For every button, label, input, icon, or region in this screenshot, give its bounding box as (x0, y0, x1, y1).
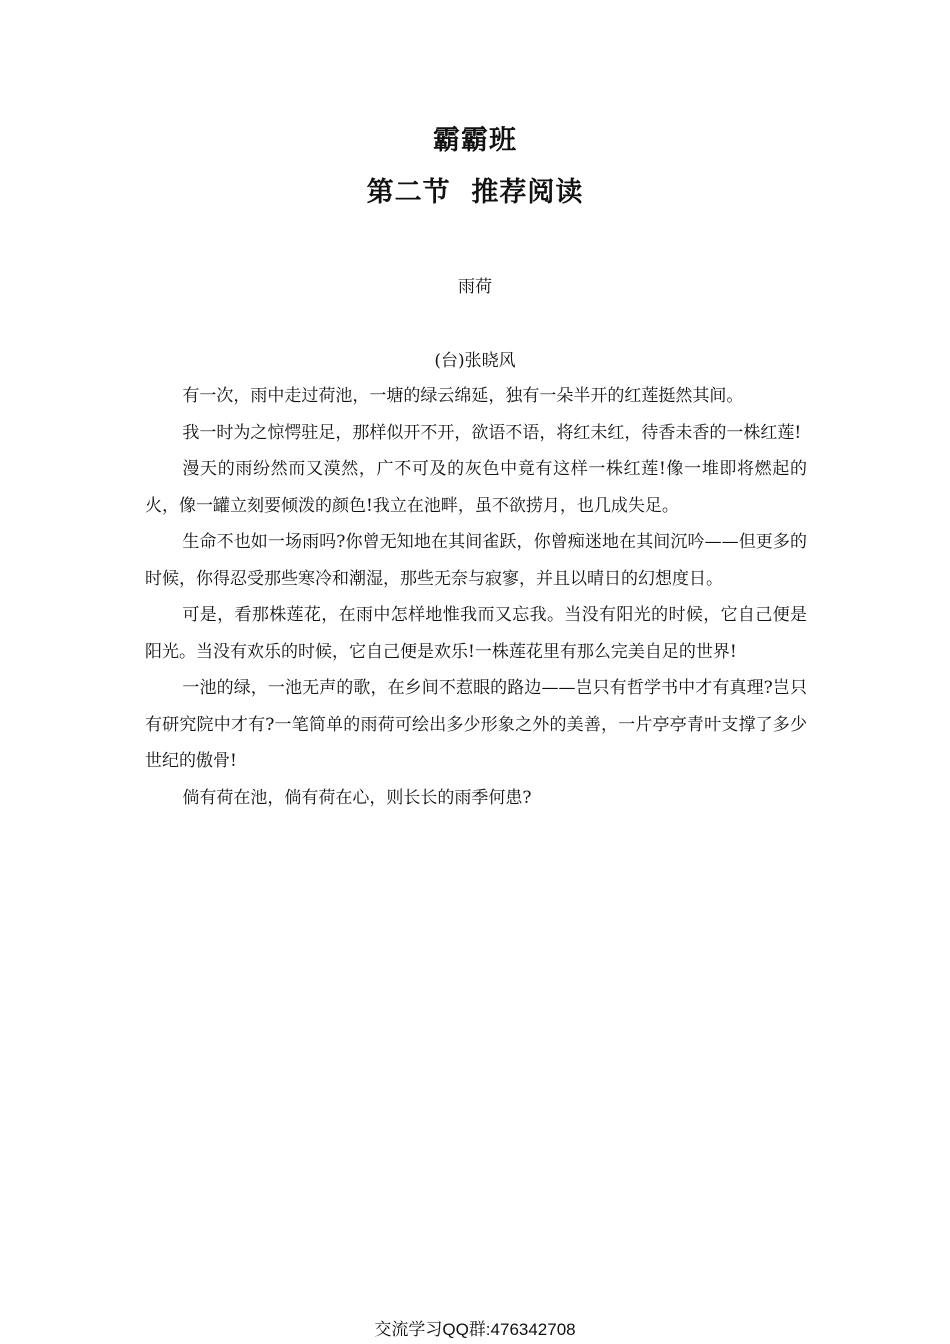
paragraph: 生命不也如一场雨吗?你曾无知地在其间雀跃，你曾痴迷地在其间沉吟——但更多的时候，你得忍受那些寒冷和潮湿，那些无奈与寂寥，并且以晴日的幻想度日。 (145, 532, 807, 589)
paragraph: 倘有荷在池，倘有荷在心，则长长的雨季何患? (182, 787, 532, 808)
paragraph: 漫天的雨纷然而又漠然，广不可及的灰色中竟有这样一株红莲!像一堆即将燃起的火，像一罐立刻要倾泼的颜色!我立在池畔，虽不欲捞月，也几成失足。 (145, 459, 807, 516)
essay-title: 雨荷 (458, 277, 492, 297)
page-title: 霸霸班 (433, 125, 517, 156)
essay-body (145, 378, 807, 816)
paragraph: 一池的绿，一池无声的歌，在乡间不惹眼的路边——岂只有哲学书中才有真理?岂只有研究院中才有?一笔简单的雨荷可绘出多少形象之外的美善，一片亭亭青叶支撑了多少世纪的傲骨! (145, 678, 807, 771)
paragraph: 有一次，雨中走过荷池，一塘的绿云绵延，独有一朵半开的红莲挺然其间。 (182, 386, 744, 406)
paragraph: 可是，看那株莲花，在雨中怎样地惟我而又忘我。当没有阳光的时候，它自己便是阳光。当没有欢乐的时候，它自己便是欢乐!一株莲花里有那么完美自足的世界! (145, 605, 807, 662)
essay-author: (台)张晓风 (434, 351, 516, 371)
footer-contact: 交流学习QQ群:476342708 (374, 1320, 576, 1339)
section-title: 第二节 推荐阅读 (366, 177, 584, 208)
paragraph: 我一时为之惊愕驻足，那样似开不开，欲语不语，将红未红，待香未香的一株红莲! (182, 422, 802, 443)
